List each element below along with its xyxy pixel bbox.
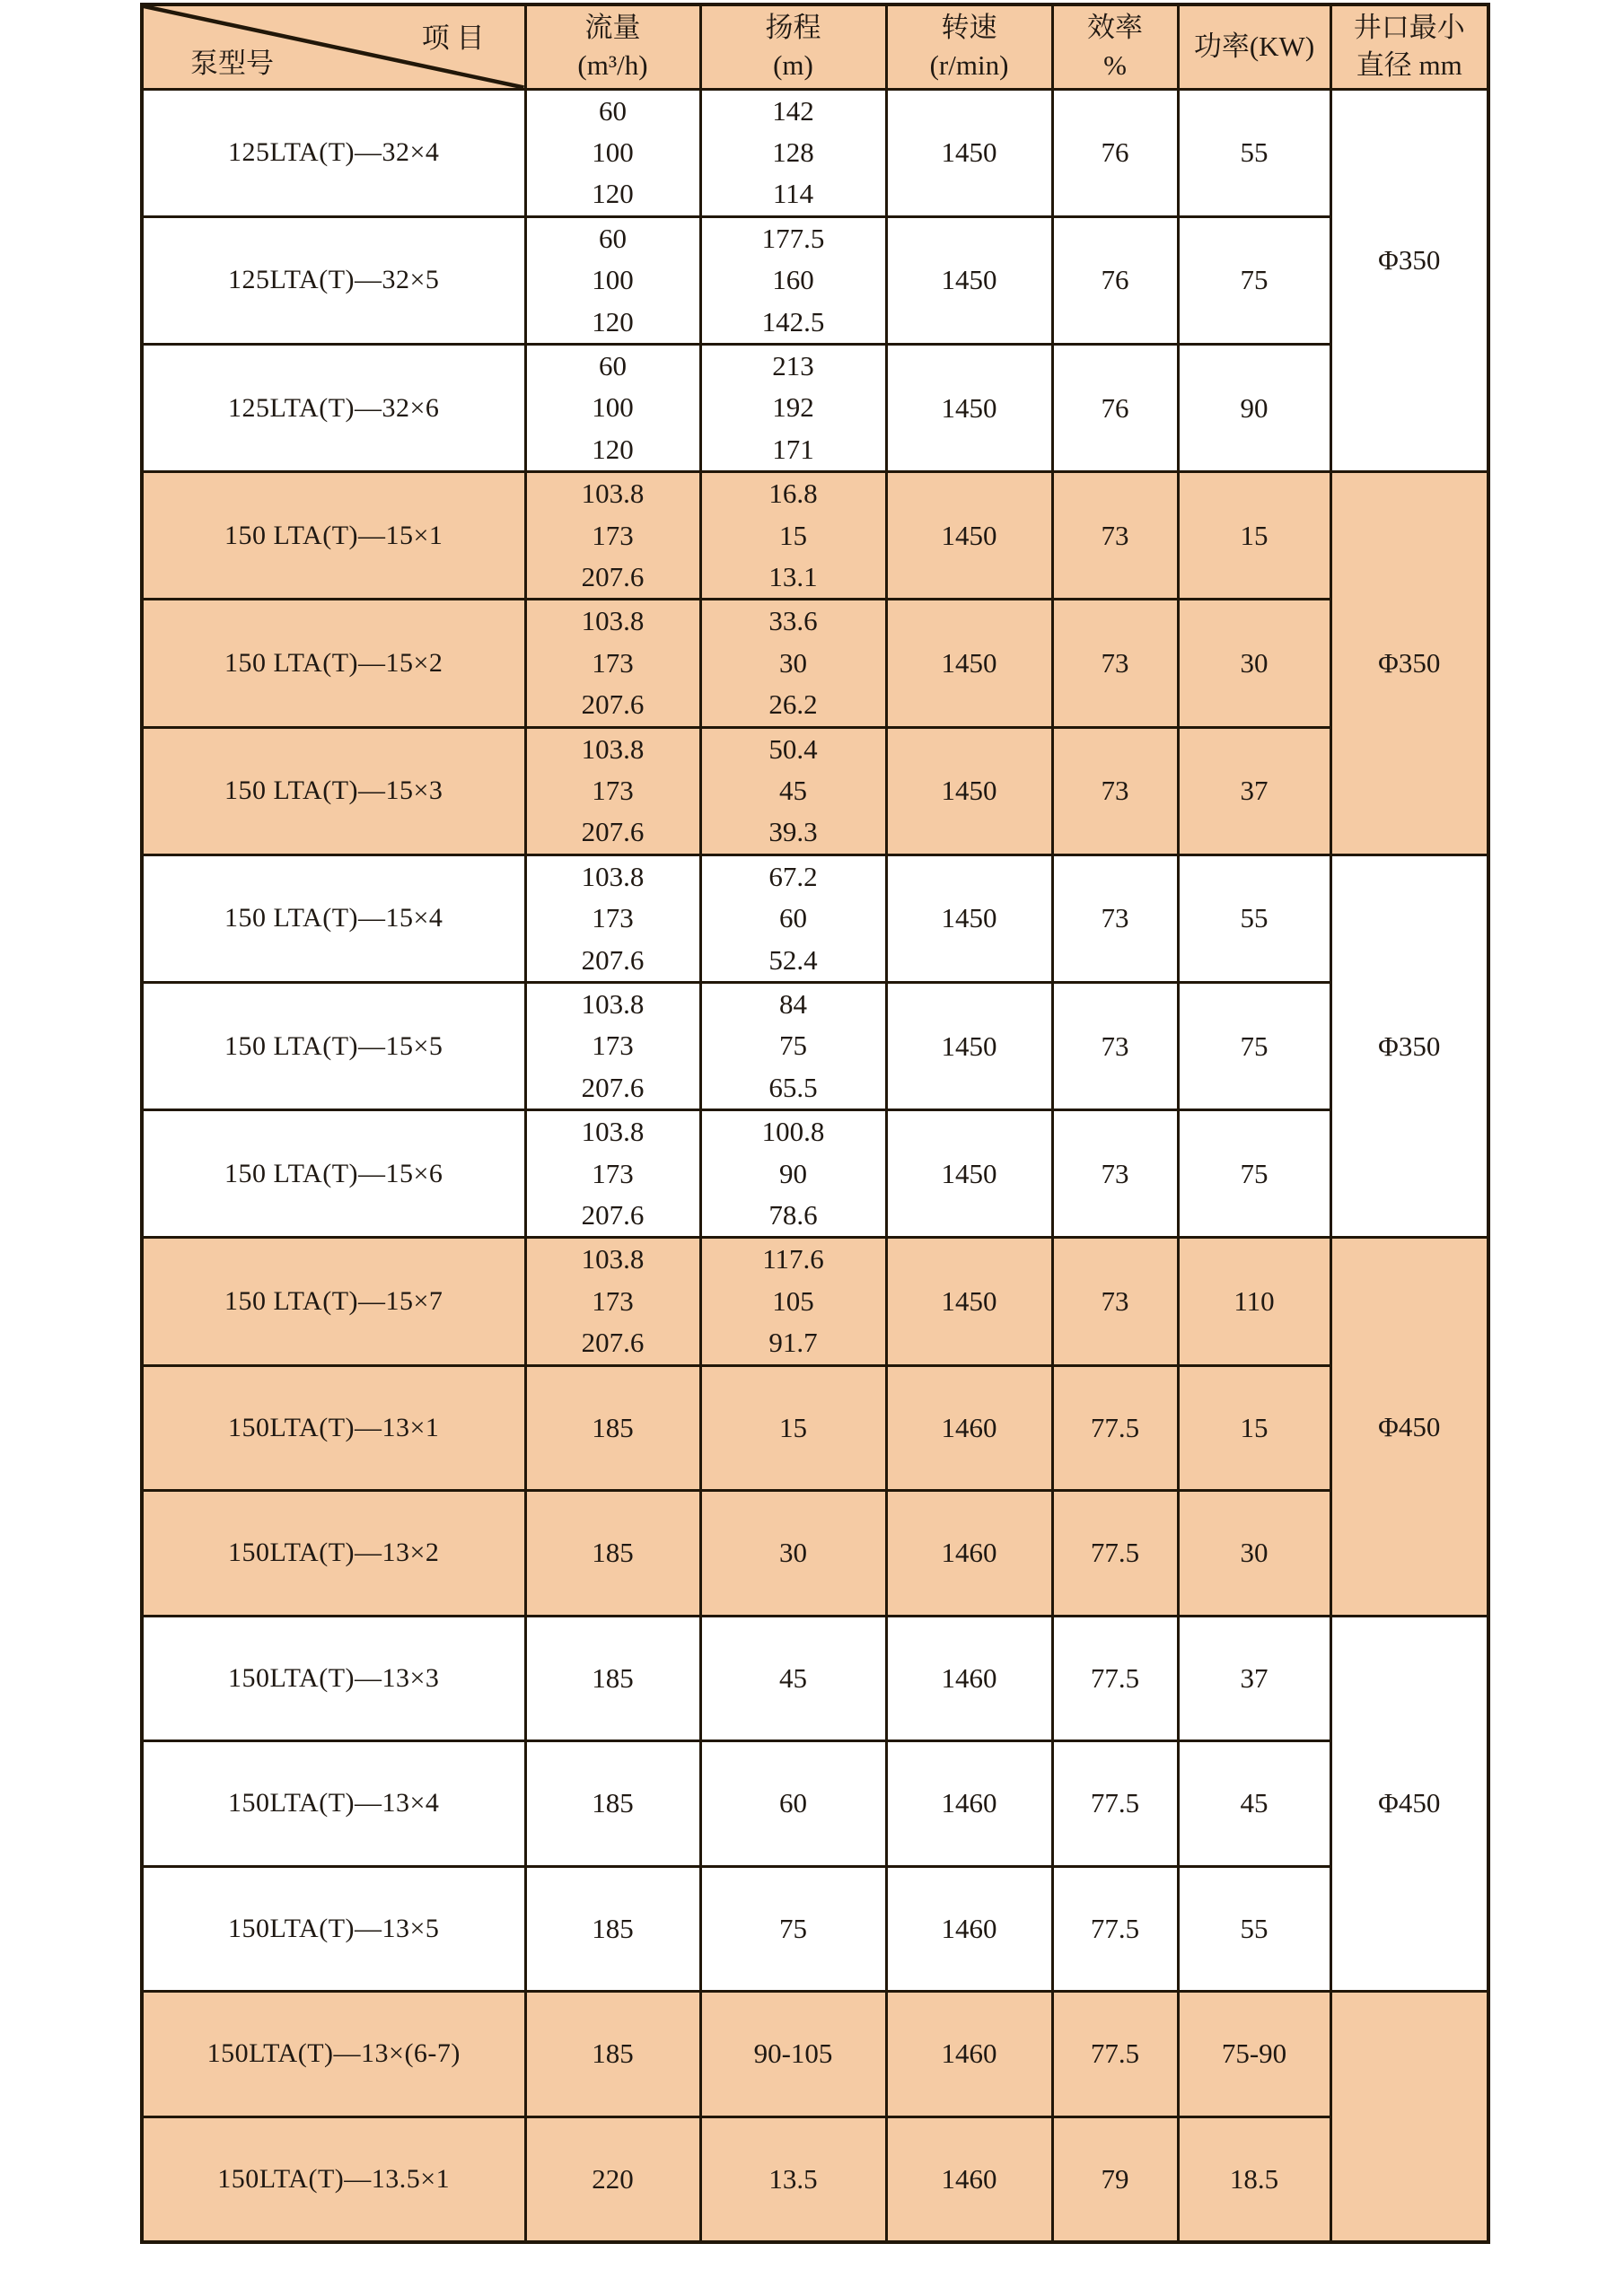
speed-cell: 1450 <box>886 983 1052 1110</box>
value-line: 117.6 <box>762 1243 824 1275</box>
model-cell: 125LTA(T)—32×6 <box>142 344 525 471</box>
value-line: 100 <box>592 136 634 168</box>
head-cell <box>700 1238 886 1365</box>
speed-cell: 1450 <box>886 1238 1052 1365</box>
value-line: 103.8 <box>581 605 645 637</box>
flow-cell <box>525 854 700 982</box>
head-cell <box>700 983 886 1110</box>
table-row <box>142 1616 1488 1741</box>
value-line: 84 <box>779 988 807 1021</box>
head-cell: 30 <box>700 1491 886 1617</box>
efficiency-cell: 73 <box>1052 1110 1178 1238</box>
value-line: 26.2 <box>768 688 818 721</box>
value-line: 173 <box>592 1284 634 1317</box>
well-diameter-cell <box>1330 854 1488 1238</box>
speed-cell: 1450 <box>886 216 1052 344</box>
table-row <box>142 472 1488 600</box>
table-row <box>142 1866 1488 1992</box>
power-cell: 75 <box>1178 1110 1330 1238</box>
value-line: 207.6 <box>581 1071 645 1103</box>
speed-cell: 1450 <box>886 600 1052 727</box>
well-diameter-value: Φ450 <box>1378 1410 1441 1442</box>
value-line: 120 <box>592 433 634 465</box>
head-cell <box>700 472 886 600</box>
value-line: 45 <box>779 775 807 806</box>
speed-cell: 1460 <box>886 1866 1052 1992</box>
value-line: 75 <box>779 1030 807 1062</box>
well-diameter-cell <box>1330 472 1488 855</box>
value-line: 142.5 <box>761 305 825 337</box>
value-line: 103.8 <box>581 1116 645 1148</box>
value-line: 177.5 <box>761 222 825 254</box>
power-cell: 75 <box>1178 216 1330 344</box>
power-cell: 30 <box>1178 1491 1330 1617</box>
model-cell: 150 LTA(T)—15×1 <box>142 472 525 600</box>
flow-cell <box>525 1238 700 1365</box>
value-line: 50.4 <box>768 732 818 765</box>
well-diameter-value: Φ350 <box>1378 646 1441 679</box>
corner-cell <box>142 4 525 89</box>
speed-cell: 1450 <box>886 1110 1052 1238</box>
table-header-row <box>142 4 1488 89</box>
header-line: 功率(KW) <box>1193 31 1315 63</box>
table-row <box>142 1365 1488 1491</box>
header-cell-4 <box>1178 4 1330 89</box>
value-line: 120 <box>592 178 634 210</box>
power-cell: 18.5 <box>1178 2116 1330 2242</box>
corner-top-label: 项 目 <box>421 22 485 54</box>
power-cell: 37 <box>1178 1616 1330 1741</box>
power-cell: 55 <box>1178 89 1330 216</box>
value-line: 207.6 <box>581 943 645 976</box>
flow-cell: 185 <box>525 1491 700 1617</box>
head-cell: 90-105 <box>700 1992 886 2117</box>
value-line: 67.2 <box>768 860 818 892</box>
power-cell: 110 <box>1178 1238 1330 1365</box>
speed-cell: 1450 <box>886 854 1052 982</box>
power-cell: 37 <box>1178 727 1330 854</box>
head-cell: 60 <box>700 1741 886 1867</box>
value-line: 173 <box>592 1157 634 1189</box>
speed-cell: 1460 <box>886 2116 1052 2242</box>
well-diameter-value: Φ350 <box>1378 244 1441 276</box>
flow-cell <box>525 727 700 854</box>
value-line: 103.8 <box>581 860 645 892</box>
table-row <box>142 344 1488 471</box>
flow-cell <box>525 472 700 600</box>
header-line: 井口最小 <box>1353 12 1465 44</box>
model-cell: 150LTA(T)—13×(6-7) <box>142 1992 525 2117</box>
header-line: % <box>1103 49 1127 82</box>
efficiency-cell: 76 <box>1052 89 1178 216</box>
model-cell: 150LTA(T)—13×4 <box>142 1741 525 1867</box>
table-row <box>142 216 1488 344</box>
speed-cell: 1460 <box>886 1741 1052 1867</box>
efficiency-cell: 77.5 <box>1052 1992 1178 2117</box>
header-cell-0 <box>525 4 700 89</box>
model-cell: 150LTA(T)—13×3 <box>142 1616 525 1741</box>
value-line: 91.7 <box>768 1327 818 1359</box>
power-cell: 45 <box>1178 1741 1330 1867</box>
power-cell: 75 <box>1178 983 1330 1110</box>
head-cell <box>700 854 886 982</box>
flow-cell: 185 <box>525 1616 700 1741</box>
head-cell: 15 <box>700 1365 886 1491</box>
well-diameter-cell <box>1330 1992 1488 2242</box>
well-diameter-value: Φ450 <box>1378 1787 1441 1819</box>
pump-spec-table <box>140 3 1490 2244</box>
well-diameter-cell <box>1330 89 1488 472</box>
flow-cell <box>525 344 700 471</box>
efficiency-cell: 77.5 <box>1052 1365 1178 1491</box>
power-cell: 30 <box>1178 600 1330 727</box>
table-row <box>142 2116 1488 2242</box>
power-cell: 15 <box>1178 472 1330 600</box>
flow-cell: 185 <box>525 1992 700 2117</box>
model-cell: 150 LTA(T)—15×7 <box>142 1238 525 1365</box>
value-line: 173 <box>592 646 634 679</box>
efficiency-cell: 73 <box>1052 727 1178 854</box>
flow-cell <box>525 89 700 216</box>
efficiency-cell: 79 <box>1052 2116 1178 2242</box>
speed-cell: 1450 <box>886 89 1052 216</box>
table-row <box>142 1238 1488 1365</box>
value-line: 90 <box>779 1157 807 1189</box>
value-line: 60 <box>599 349 627 381</box>
value-line: 173 <box>592 902 634 934</box>
head-cell <box>700 344 886 471</box>
well-diameter-value: Φ350 <box>1378 1030 1441 1062</box>
model-cell: 150LTA(T)—13×2 <box>142 1491 525 1617</box>
table-row <box>142 854 1488 982</box>
table-row <box>142 1741 1488 1867</box>
table-body <box>142 89 1488 2242</box>
table-row <box>142 1110 1488 1238</box>
efficiency-cell: 77.5 <box>1052 1741 1178 1867</box>
header-line: (m) <box>773 49 813 82</box>
power-cell: 15 <box>1178 1365 1330 1491</box>
efficiency-cell: 76 <box>1052 344 1178 471</box>
header-line: 效率 <box>1087 12 1143 44</box>
head-cell <box>700 727 886 854</box>
value-line: 39.3 <box>768 816 818 848</box>
model-cell: 150 LTA(T)—15×3 <box>142 727 525 854</box>
value-line: 192 <box>772 391 814 424</box>
model-cell: 150 LTA(T)—15×6 <box>142 1110 525 1238</box>
value-line: 30 <box>779 646 807 679</box>
speed-cell: 1460 <box>886 1491 1052 1617</box>
value-line: 207.6 <box>581 816 645 848</box>
value-line: 213 <box>772 349 814 381</box>
model-cell: 150 LTA(T)—15×5 <box>142 983 525 1110</box>
head-cell <box>700 1110 886 1238</box>
value-line: 100.8 <box>761 1116 825 1148</box>
efficiency-cell: 73 <box>1052 600 1178 727</box>
speed-cell: 1450 <box>886 472 1052 600</box>
value-line: 114 <box>772 178 814 210</box>
flow-cell <box>525 600 700 727</box>
value-line: 103.8 <box>581 1243 645 1275</box>
model-cell: 150LTA(T)—13.5×1 <box>142 2116 525 2242</box>
value-line: 105 <box>772 1284 814 1317</box>
head-cell <box>700 89 886 216</box>
table-row <box>142 600 1488 727</box>
efficiency-cell: 77.5 <box>1052 1866 1178 1992</box>
power-cell: 55 <box>1178 1866 1330 1992</box>
header-line: 直径 mm <box>1356 49 1462 82</box>
value-line: 142 <box>772 94 814 127</box>
value-line: 100 <box>592 264 634 296</box>
header-line: 转速 <box>941 12 997 44</box>
well-diameter-cell <box>1330 1238 1488 1616</box>
corner-bottom-label: 泵型号 <box>190 47 274 79</box>
value-line: 207.6 <box>581 1199 645 1231</box>
value-line: 207.6 <box>581 560 645 592</box>
header-line: 扬程 <box>765 12 821 44</box>
model-cell: 150LTA(T)—13×1 <box>142 1365 525 1491</box>
value-line: 60 <box>599 94 627 127</box>
speed-cell: 1450 <box>886 344 1052 471</box>
model-cell: 150 LTA(T)—15×4 <box>142 854 525 982</box>
efficiency-cell: 73 <box>1052 472 1178 600</box>
header-cell-1 <box>700 4 886 89</box>
flow-cell: 185 <box>525 1365 700 1491</box>
head-cell <box>700 600 886 727</box>
value-line: 16.8 <box>768 478 818 510</box>
power-cell: 55 <box>1178 854 1330 982</box>
value-line: 207.6 <box>581 1327 645 1359</box>
table-row <box>142 983 1488 1110</box>
value-line: 60 <box>779 902 807 934</box>
table-row <box>142 727 1488 854</box>
speed-cell: 1460 <box>886 1616 1052 1741</box>
power-cell: 75-90 <box>1178 1992 1330 2117</box>
flow-cell <box>525 216 700 344</box>
value-line: 160 <box>772 264 814 296</box>
value-line: 173 <box>592 775 634 806</box>
efficiency-cell: 76 <box>1052 216 1178 344</box>
flow-cell: 185 <box>525 1866 700 1992</box>
table-row <box>142 1491 1488 1617</box>
head-cell <box>700 216 886 344</box>
speed-cell: 1460 <box>886 1992 1052 2117</box>
value-line: 120 <box>592 305 634 337</box>
model-cell: 150LTA(T)—13×5 <box>142 1866 525 1992</box>
model-cell: 125LTA(T)—32×5 <box>142 216 525 344</box>
power-cell: 90 <box>1178 344 1330 471</box>
value-line: 103.8 <box>581 732 645 765</box>
value-line: 13.1 <box>768 560 818 592</box>
header-cell-3 <box>1052 4 1178 89</box>
model-cell: 150 LTA(T)—15×2 <box>142 600 525 727</box>
value-line: 207.6 <box>581 688 645 721</box>
flow-cell: 220 <box>525 2116 700 2242</box>
efficiency-cell: 77.5 <box>1052 1491 1178 1617</box>
header-cell-2 <box>886 4 1052 89</box>
head-cell: 75 <box>700 1866 886 1992</box>
head-cell: 13.5 <box>700 2116 886 2242</box>
table-row <box>142 89 1488 216</box>
model-cell: 125LTA(T)—32×4 <box>142 89 525 216</box>
value-line: 33.6 <box>768 605 818 637</box>
flow-cell <box>525 983 700 1110</box>
header-line: 流量 <box>584 12 641 44</box>
table-row <box>142 1992 1488 2117</box>
efficiency-cell: 77.5 <box>1052 1616 1178 1741</box>
value-line: 171 <box>772 433 814 465</box>
value-line: 100 <box>592 391 634 424</box>
header-line: (r/min) <box>929 49 1009 82</box>
flow-cell <box>525 1110 700 1238</box>
value-line: 65.5 <box>768 1071 818 1103</box>
value-line: 15 <box>779 519 807 551</box>
value-line: 103.8 <box>581 988 645 1021</box>
head-cell: 45 <box>700 1616 886 1741</box>
header-cell-5 <box>1330 4 1488 89</box>
efficiency-cell: 73 <box>1052 1238 1178 1365</box>
efficiency-cell: 73 <box>1052 854 1178 982</box>
flow-cell: 185 <box>525 1741 700 1867</box>
value-line: 128 <box>772 136 814 168</box>
value-line: 52.4 <box>768 943 818 976</box>
header-line: (m³/h) <box>577 49 648 82</box>
speed-cell: 1450 <box>886 727 1052 854</box>
value-line: 78.6 <box>768 1199 818 1231</box>
speed-cell: 1460 <box>886 1365 1052 1491</box>
value-line: 173 <box>592 519 634 551</box>
well-diameter-cell <box>1330 1616 1488 1992</box>
value-line: 173 <box>592 1030 634 1062</box>
value-line: 60 <box>599 222 627 254</box>
efficiency-cell: 73 <box>1052 983 1178 1110</box>
value-line: 103.8 <box>581 478 645 510</box>
